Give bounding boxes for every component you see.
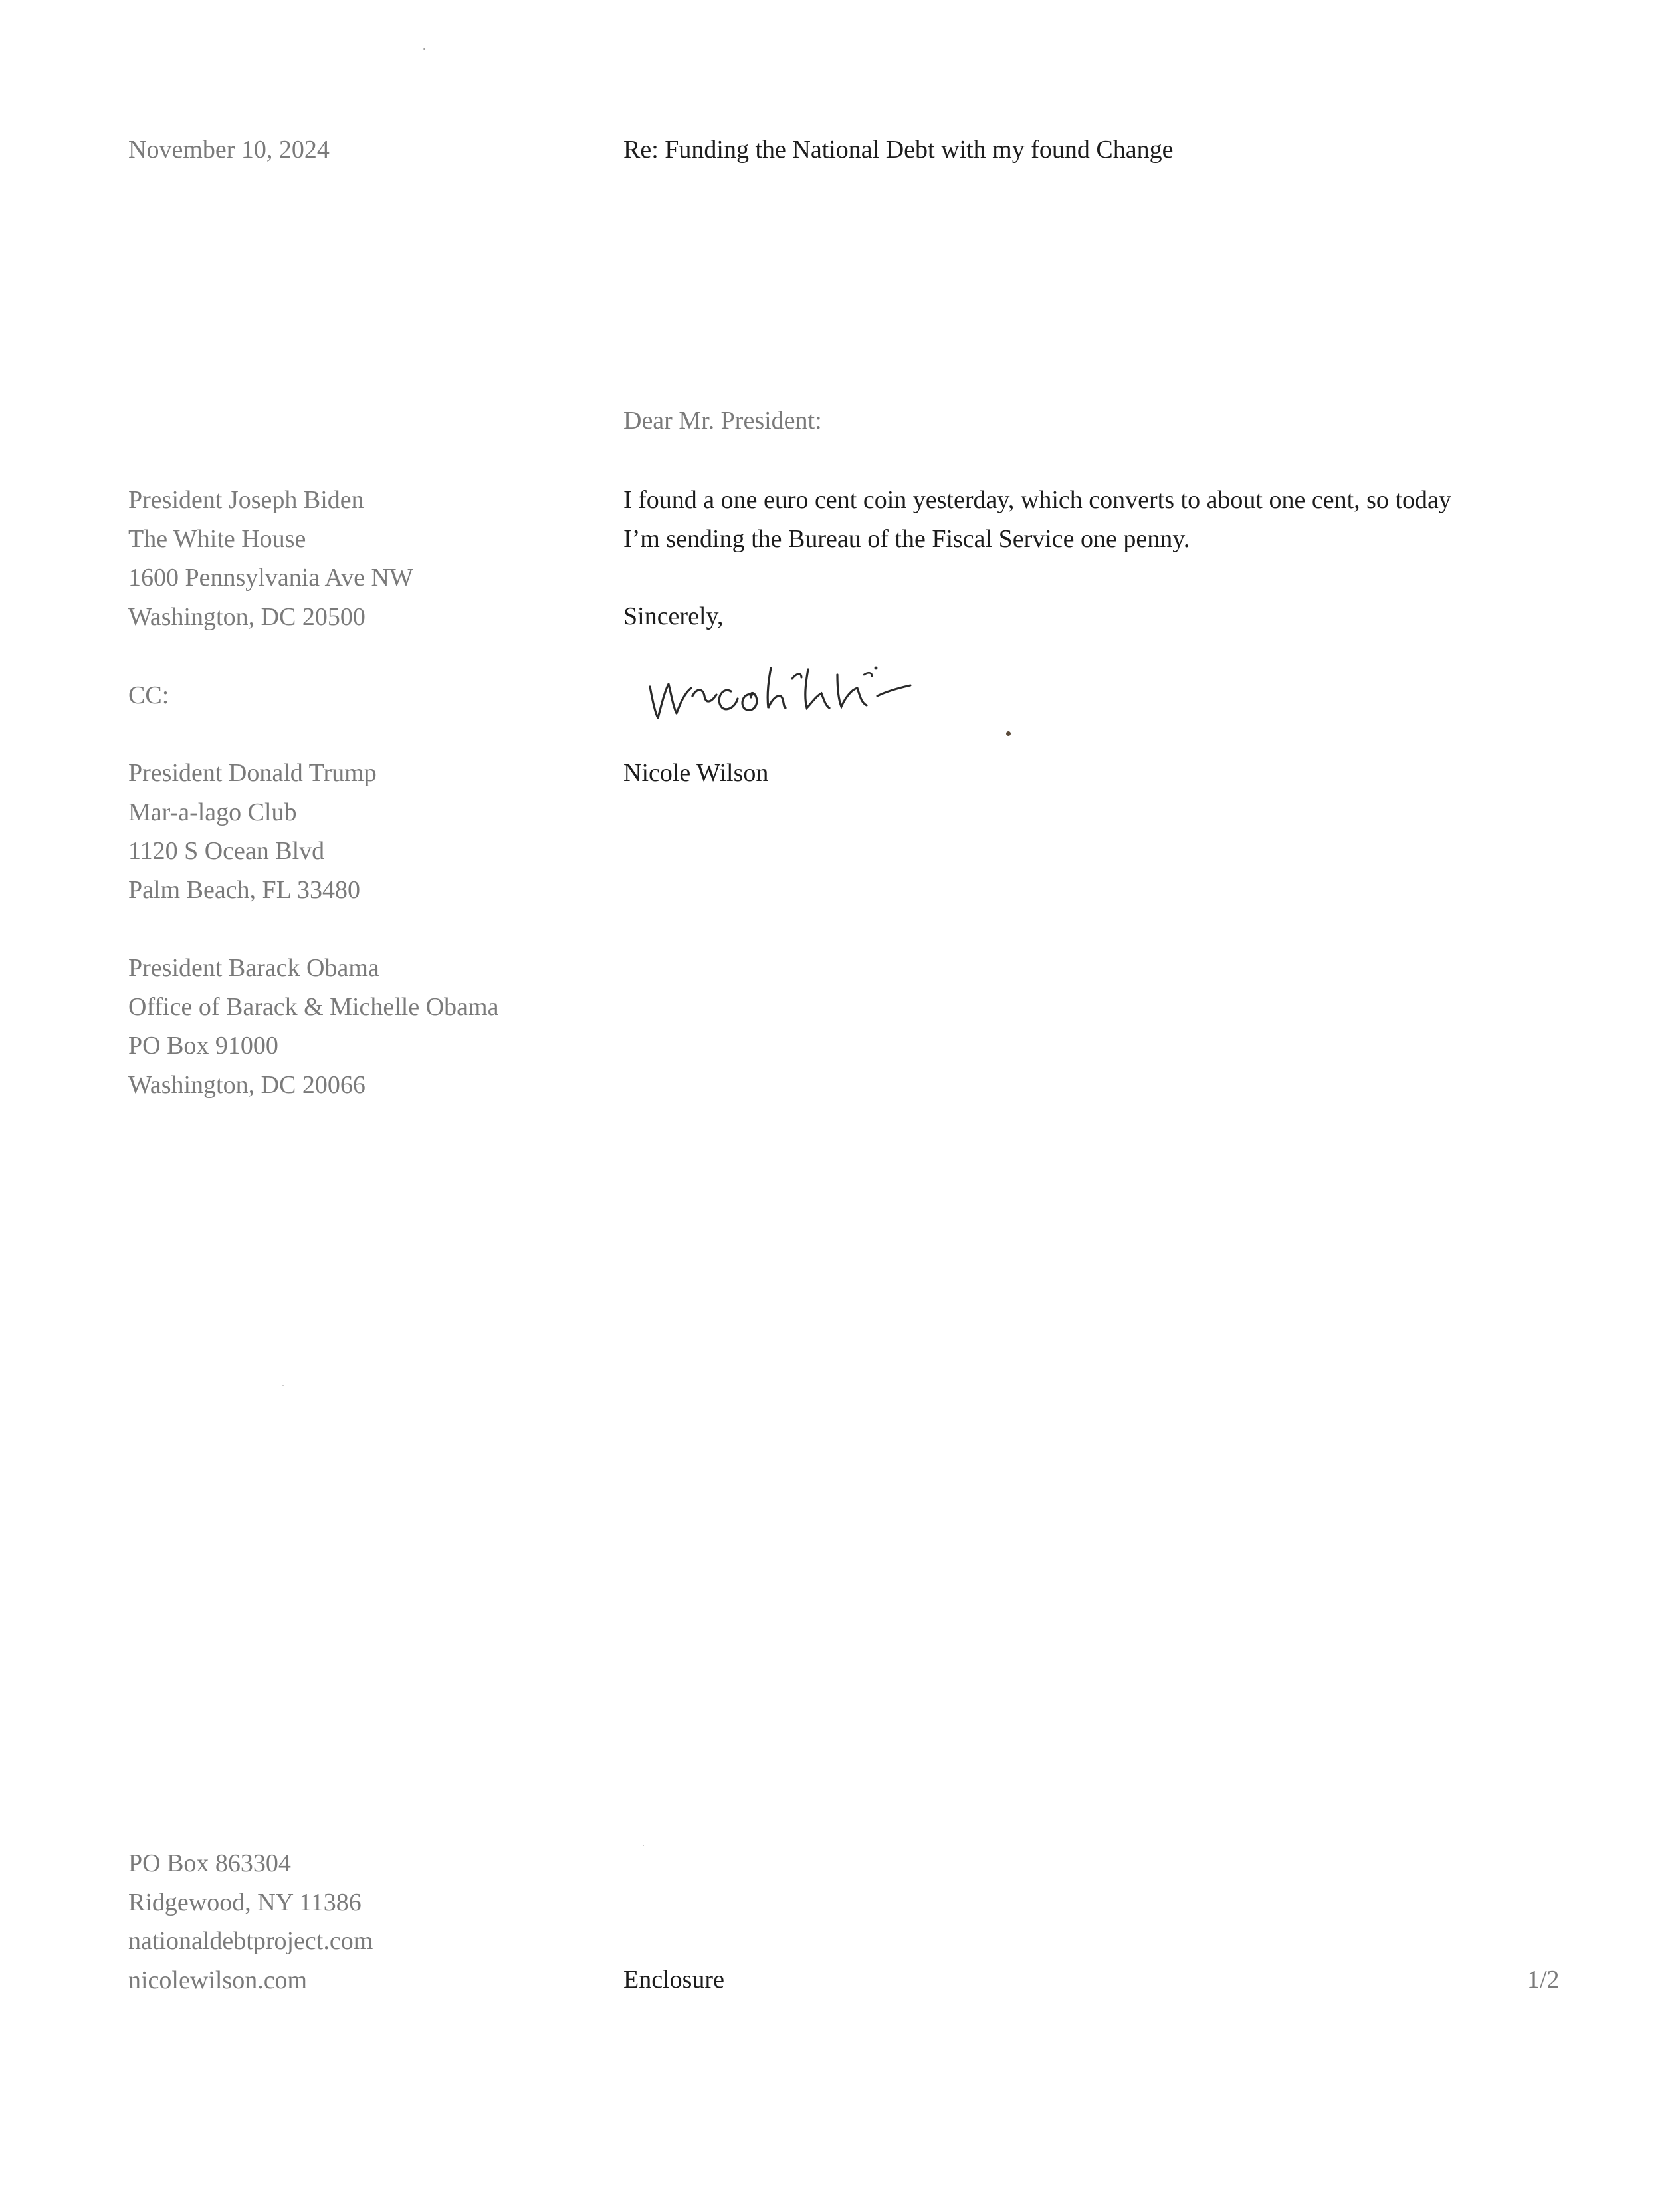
salutation: Dear Mr. President: bbox=[623, 407, 822, 435]
body-line: I found a one euro cent coin yesterday, which converts to about one cent, so today bbox=[623, 486, 1451, 514]
recipient-line: President Joseph Biden bbox=[128, 486, 364, 514]
cc-line: President Barack Obama bbox=[128, 954, 379, 982]
recipient-line: The White House bbox=[128, 524, 306, 553]
cc-line: Office of Barack & Michelle Obama bbox=[128, 992, 499, 1021]
signer-name: Nicole Wilson bbox=[623, 759, 769, 787]
sender-footer bbox=[128, 1844, 373, 2000]
letter-date: November 10, 2024 bbox=[128, 136, 330, 164]
footer-line: PO Box 863304 bbox=[128, 1849, 291, 1877]
cc-recipient-address bbox=[128, 949, 498, 1104]
footer-line: nationaldebtproject.com bbox=[128, 1927, 373, 1955]
cc-label: CC: bbox=[128, 681, 169, 709]
cc-line: PO Box 91000 bbox=[128, 1032, 278, 1060]
closing: Sincerely, bbox=[623, 602, 724, 630]
cc-line: 1120 S Ocean Blvd bbox=[128, 837, 325, 865]
page-number: 1/2 bbox=[1527, 1966, 1560, 1994]
signature-image bbox=[638, 655, 950, 728]
cc-line: Washington, DC 20066 bbox=[128, 1070, 366, 1099]
cc-line: Mar-a-lago Club bbox=[128, 798, 297, 826]
recipient-line: Washington, DC 20500 bbox=[128, 602, 366, 631]
letter-body bbox=[623, 481, 1451, 558]
footer-line: nicolewilson.com bbox=[128, 1966, 308, 1994]
cc-line: President Donald Trump bbox=[128, 759, 377, 787]
body-line: I’m sending the Bureau of the Fiscal Service one penny. bbox=[623, 524, 1190, 553]
cc-line: Palm Beach, FL 33480 bbox=[128, 875, 360, 904]
scan-speck bbox=[643, 1845, 644, 1846]
letter-subject: Re: Funding the National Debt with my found Change bbox=[623, 136, 1174, 164]
enclosure-note: Enclosure bbox=[623, 1966, 724, 1994]
scan-speck bbox=[1006, 731, 1011, 736]
recipient-address bbox=[128, 481, 413, 636]
cc-recipient-address bbox=[128, 754, 377, 909]
footer-line: Ridgewood, NY 11386 bbox=[128, 1888, 362, 1916]
scan-speck bbox=[282, 1385, 284, 1386]
recipient-line: 1600 Pennsylvania Ave NW bbox=[128, 564, 413, 592]
scan-speck bbox=[423, 48, 425, 50]
